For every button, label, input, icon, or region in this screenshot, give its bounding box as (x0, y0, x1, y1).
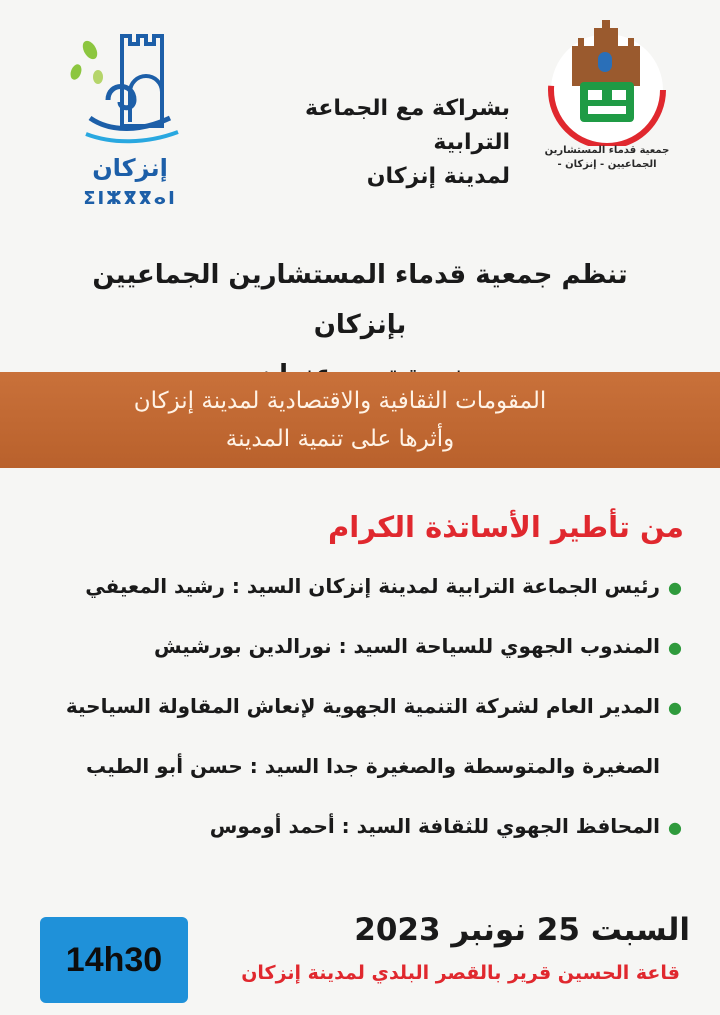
logo-tifinagh-name: ⵉⵏⵣⴳⴳⴰⵏ (83, 188, 177, 209)
event-time: 14h30 (65, 941, 163, 979)
speaker-item (40, 694, 682, 718)
castle-gate-icon (60, 22, 200, 152)
speaker-text: المدير العام لشركة التنمية الجهوية لإنعاش المقاولة السياحية (65, 694, 660, 718)
kasbah-tower-icon (532, 16, 682, 146)
seminar-title-line2: وأثرها على تنمية المدينة (225, 426, 455, 452)
logo-caption (532, 144, 682, 172)
speaker-item (40, 574, 682, 598)
event-time-badge (40, 917, 188, 1003)
bullet-icon: ● (668, 578, 682, 597)
logo-caption-line1: جمعية قدماء المستشارين (544, 145, 670, 156)
organizer-line1: تنظم جمعية قدماء المستشارين الجماعيين بإنزكان (92, 260, 628, 340)
partnership-text (230, 92, 510, 194)
inezgane-city-logo (60, 22, 200, 209)
speaker-text: المحافظ الجهوي للثقافة السيد : أحمد أوموس (209, 814, 660, 838)
speakers-heading: من تأطير الأساتذة الكرام (328, 510, 684, 544)
seminar-title-banner (0, 372, 720, 468)
seminar-title-line1: المقومات الثقافية والاقتصادية لمدينة إنزكان (133, 388, 547, 414)
partnership-line2: لمدينة إنزكان (366, 164, 510, 189)
speaker-item-continuation (40, 754, 660, 778)
logo-arabic-name: إنزكان (92, 154, 168, 182)
bullet-icon: ● (668, 638, 682, 657)
seminar-title (70, 382, 610, 458)
speaker-item (40, 814, 682, 838)
speaker-item (40, 634, 682, 658)
bullet-icon: ● (668, 818, 682, 837)
bullet-icon: ● (668, 698, 682, 717)
speaker-text: المندوب الجهوي للسياحة السيد : نورالدين بورشيش (154, 634, 660, 658)
partnership-line1: بشراكة مع الجماعة الترابية (304, 96, 510, 155)
event-venue: قاعة الحسين قرير بالقصر البلدي لمدينة إنزكان (241, 962, 680, 984)
logo-caption-line2: الجماعيين - إنزكان - (557, 159, 657, 170)
event-date: السبت 25 نونبر 2023 (354, 912, 690, 948)
association-logo (532, 16, 682, 196)
speaker-text: رئيس الجماعة الترابية لمدينة إنزكان السيد : رشيد المعيفي (85, 574, 660, 598)
speaker-text: الصغيرة والمتوسطة والصغيرة جدا السيد : حسن أبو الطيب (86, 754, 660, 778)
